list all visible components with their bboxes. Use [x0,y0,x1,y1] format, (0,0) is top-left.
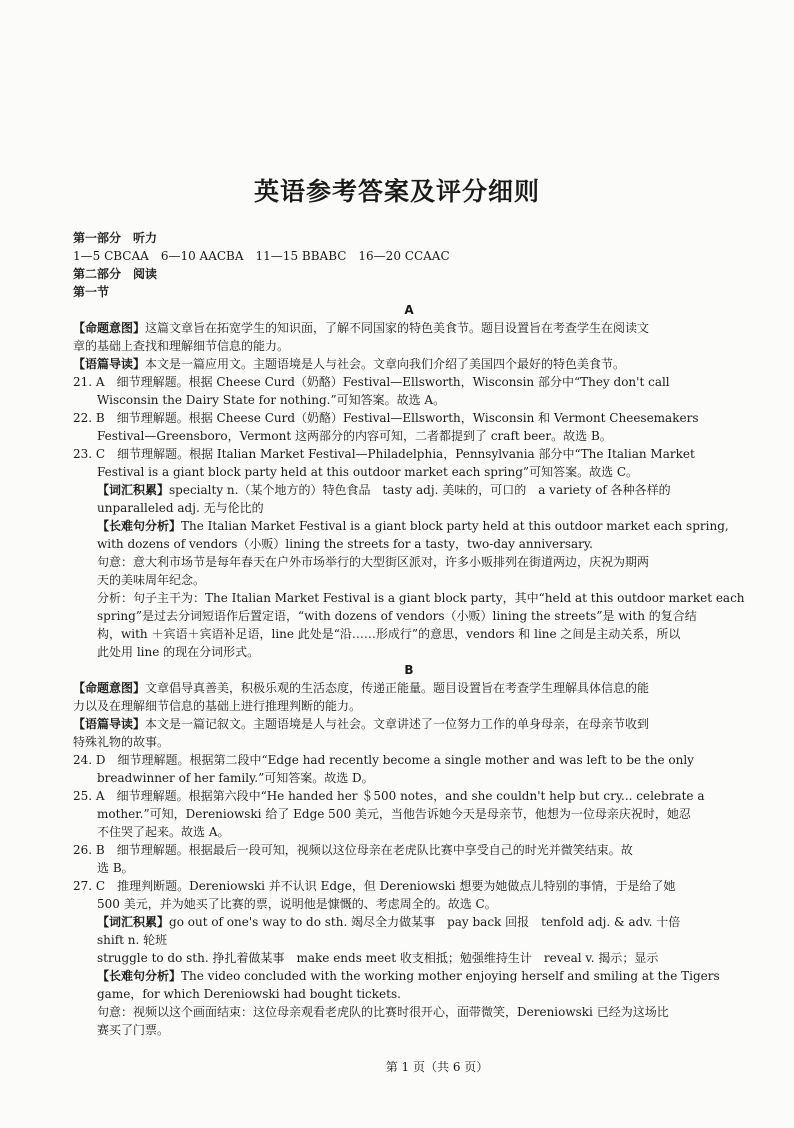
page-title: 英语参考答案及评分细则 [253,177,540,206]
guide-label: 【语篇导读】 [73,717,146,731]
part1-heading: 第一部分 听力 [73,231,158,245]
long-text: The video concluded with the working mother enjoying herself and smiling at the Tigers [181,969,720,983]
passage-b-letter: B [404,663,414,677]
intent-label: 【命题意图】 [73,681,146,695]
passage-b-intent-cont: 力以及在理解细节信息的基础上进行推理判断的能力。 [73,699,362,713]
answer-21-cont: Wisconsin the Dairy State for nothing.”可知答案。故选 A。 [97,393,446,407]
long-sentence-b-cont: game，for which Dereniowski had bought tickets. [97,987,401,1001]
passage-a-intent [73,319,745,337]
analysis-a-4: 此处用 line 的现在分词形式。 [97,645,260,659]
answer-25-cont2: 不住哭了起来。故选 A。 [97,825,230,839]
passage-a-letter: A [404,303,414,317]
answer-26: 26. B 细节理解题。根据最后一段可知，视频以这位母亲在老虎队比赛中享受自己的时光并微笑结束。故 [73,843,633,857]
long-label: 【长难句分析】 [97,519,182,533]
passage-b-intent [73,679,745,697]
guide-text: 本文是一篇记叙文。主题语境是人与社会。文章讲述了一位努力工作的单身母亲，在母亲节收到 [145,717,650,731]
answer-22-cont: Festival—Greensboro，Vermont 这两部分的内容可知，二者都提到了 craft beer。故选 B。 [97,429,612,443]
intent-text: 这篇文章旨在拓宽学生的知识面，了解不同国家的特色美食节。题目设置旨在考查学生在阅读文 [145,321,650,335]
long-sentence-a-cont: with dozens of vendors（小贩）lining the streets for a tasty，two-day anniversary. [97,537,593,551]
long-text: The Italian Market Festival is a giant block party held at this outdoor market each spring, [181,519,729,533]
answer-24-cont: breadwinner of her family.”可知答案。故选 D。 [97,771,374,785]
passage-b-guide [73,715,745,733]
guide-text: 本文是一篇应用文。主题语境是人与社会。文章向我们介绍了美国四个最好的特色美食节。 [145,357,626,371]
long-sentence-b [73,967,745,985]
long-label: 【长难句分析】 [97,969,182,983]
vocab-b-cont: shift n. 轮班 [97,933,168,947]
part2-heading: 第二部分 阅读 [73,267,158,281]
guide-label: 【语篇导读】 [73,357,146,371]
content-body [73,229,745,1039]
vocab-b [73,913,745,931]
vocab-b-cont2: struggle to do sth. 挣扎着做某事 make ends meet 收支相抵；勉强维持生计 reveal v. 揭示；显示 [97,951,659,965]
long-sentence-a [73,517,745,535]
vocab-text: specialty n.（某个地方的）特色食品 tasty adj. 美味的，可口的 a variety of 各种各样的 [169,483,671,497]
answer-25: 25. A 细节理解题。根据第六段中“He handed her ＄500 notes，and she couldn't help but cry... celebrate a [73,789,705,803]
passage-b-guide-cont: 特殊礼物的故事。 [73,735,170,749]
answer-21: 21. A 细节理解题。根据 Cheese Curd（奶酪）Festival—Ellsworth，Wisconsin 部分中“They don't call [73,375,670,389]
passage-a-intent-cont: 章的基础上查找和理解细节信息的能力。 [73,339,290,353]
answer-24: 24. D 细节理解题。根据第二段中“Edge had recently become a single mother and was left to be the only [73,753,694,767]
intent-text: 文章倡导真善美，积极乐观的生活态度，传递正能量。题目设置旨在考查学生理解具体信息的能 [145,681,650,695]
translation-b-cont: 赛买了门票。 [97,1023,170,1037]
answer-22: 22. B 细节理解题。根据 Cheese Curd（奶酪）Festival—Ellsworth，Wisconsin 和 Vermont Cheesemakers [73,411,699,425]
section-heading: 第一节 [73,285,110,299]
answer-23: 23. C 细节理解题。根据 Italian Market Festival—Philadelphia，Pennsylvania 部分中“The Italian Market [73,447,695,461]
answer-25-cont: mother.”可知，Dereniowski 给了 Edge 500 美元，当他告诉她今天是母亲节，他想为一位母亲庆祝时，她忍 [97,807,691,821]
translation-b: 句意：视频以这个画面结束：这位母亲观看老虎队的比赛时很开心，面带微笑，Dereniowski 已经为这场比 [97,1005,669,1019]
vocab-label: 【词汇积累】 [97,483,170,497]
answer-26-cont: 选 B。 [97,861,134,875]
vocab-a [73,481,745,499]
answer-27: 27. C 推理判断题。Dereniowski 并不认识 Edge，但 Dereniowski 想要为她做点儿特别的事情，于是给了她 [73,879,676,893]
translation-a: 句意：意大利市场节是每年春天在户外市场举行的大型街区派对，许多小贩排列在街道两边，庆祝为期两 [97,555,650,569]
page-number: 第 1 页（共 6 页） [385,1060,489,1074]
vocab-label: 【词汇积累】 [97,915,170,929]
translation-a-cont: 天的美味周年纪念。 [97,573,206,587]
analysis-a-2: spring”是过去分词短语作后置定语，“with dozens of vendors（小贩）lining the streets”是 with 的复合结 [97,609,697,623]
analysis-a-3: 构，with ＋宾语＋宾语补足语，line 此处是“沿……形成行”的意思，vendors 和 line 之间是主动关系，所以 [97,627,681,641]
intent-label: 【命题意图】 [73,321,146,335]
vocab-text: go out of one's way to do sth. 竭尽全力做某事 pay back 回报 tenfold adj. & adv. 十倍 [169,915,681,929]
listening-answers: 1—5 CBCAA 6—10 AACBA 11—15 BBABC 16—20 CCAAC [73,249,450,263]
vocab-a-cont: unparalleled adj. 无与伦比的 [97,501,264,515]
answer-27-cont: 500 美元，并为她买了比赛的票，说明他是慷慨的、考虑周全的。故选 C。 [97,897,497,911]
answer-23-cont: Festival is a giant block party held at this outdoor market each spring”可知答案。故选 C。 [97,465,639,479]
analysis-a-1: 分析：句子主干为：The Italian Market Festival is a giant block party，其中“held at this outdoor market each [97,591,745,605]
passage-a-guide [73,355,745,373]
